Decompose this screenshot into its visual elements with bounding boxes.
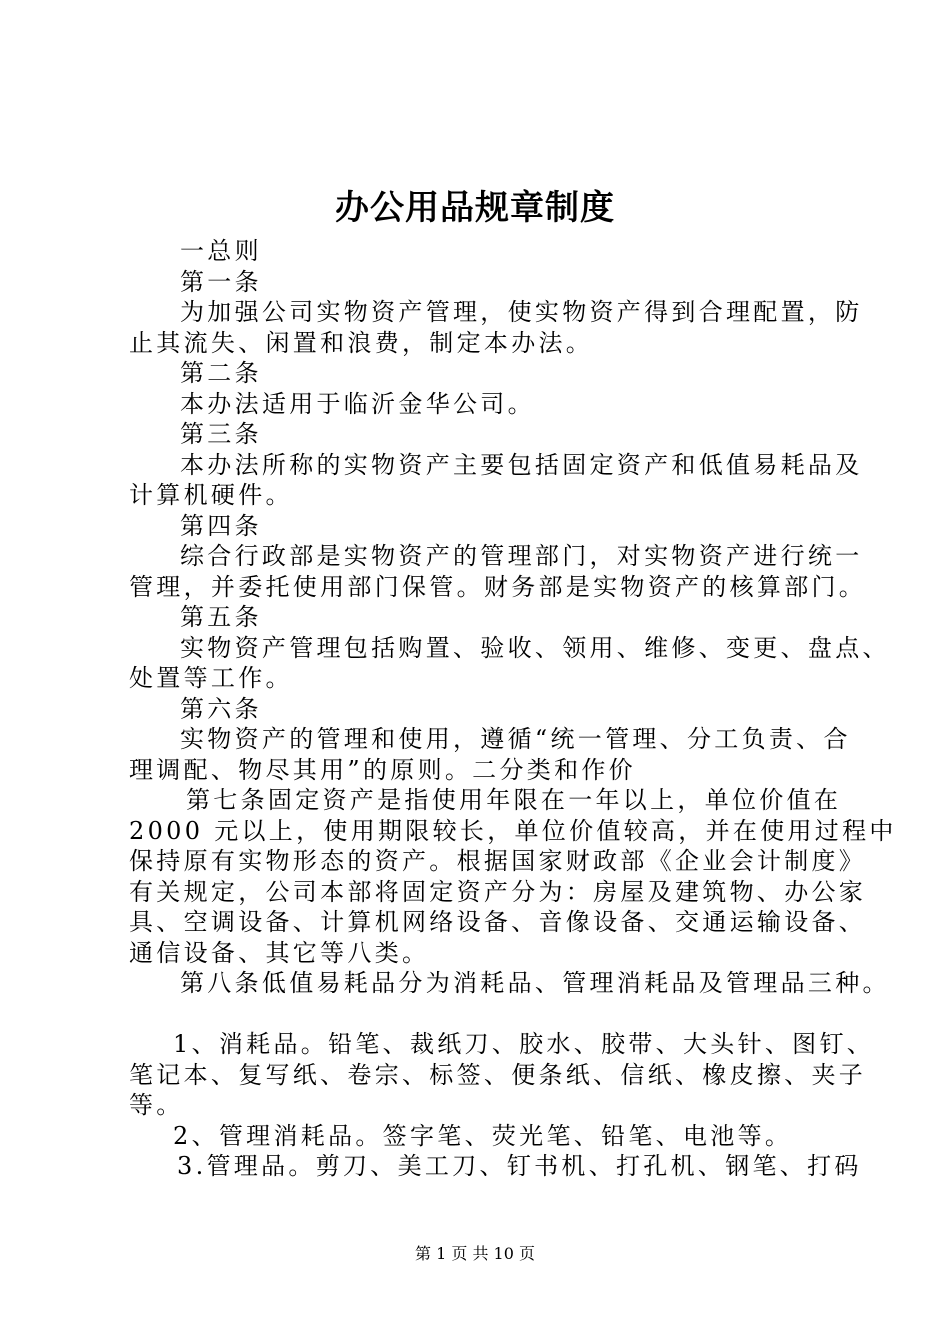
text-line: 第七条固定资产是指使用年限在一年以上，单位价值在: [186, 786, 842, 814]
document-title: 办公用品规章制度: [335, 188, 615, 228]
text-line: 有关规定，公司本部将固定资产分为：房屋及建筑物、办公家: [129, 877, 867, 906]
text-line: 2000 元以上，使用期限较长，单位价值较高，并在使用过程中: [129, 816, 897, 845]
text-line: 第三条: [180, 420, 262, 448]
text-line: 理调配、物尽其用”的原则。二分类和作价: [129, 755, 636, 784]
text-line: 实物资产的管理和使用，遵循“统一管理、分工负责、合: [180, 725, 851, 753]
text-line: 笔记本、复写纸、卷宗、标签、便条纸、信纸、橡皮擦、夹子: [129, 1060, 867, 1089]
text-line: 第一条: [180, 267, 262, 296]
blank-line: [129, 999, 831, 1030]
text-line: 1、消耗品。铅笔、裁纸刀、胶水、胶带、大头针、图钉、: [173, 1030, 875, 1058]
text-line: 第四条: [180, 511, 262, 540]
text-line: 本办法所称的实物资产主要包括固定资产和低值易耗品及: [180, 450, 863, 479]
text-line: 第二条: [180, 359, 262, 387]
text-line: 一总则: [180, 237, 262, 265]
text-line: 3.管理品。剪刀、美工刀、钉书机、打孔机、钢笔、打码: [177, 1152, 862, 1180]
text-line: 处置等工作。: [129, 664, 293, 692]
text-line: 管理，并委托使用部门保管。财务部是实物资产的核算部门。: [129, 572, 867, 601]
text-line: 保持原有实物形态的资产。根据国家财政部《企业会计制度》: [129, 847, 867, 875]
text-line: 第五条: [180, 603, 262, 631]
text-line: 第八条低值易耗品分为消耗品、管理消耗品及管理品三种。: [180, 969, 890, 997]
page-number-footer: 第 1 页 共 10 页: [415, 1244, 535, 1263]
text-line: 计算机硬件。: [129, 481, 293, 509]
text-line: 具、空调设备、计算机网络设备、音像设备、交通运输设备、: [129, 908, 867, 936]
text-line: 止其流失、闲置和浪费，制定本办法。: [129, 328, 594, 357]
text-line: 综合行政部是实物资产的管理部门，对实物资产进行统一: [180, 542, 863, 570]
text-line: 实物资产管理包括购置、验收、领用、维修、变更、盘点、: [180, 633, 890, 662]
document-body: [129, 236, 897, 1182]
text-line: 第六条: [180, 694, 262, 723]
text-line: 本办法适用于临沂金华公司。: [180, 389, 535, 418]
text-line: 通信设备、其它等八类。: [129, 938, 430, 967]
text-line: 2、管理消耗品。签字笔、荧光笔、铅笔、电池等。: [173, 1121, 793, 1150]
text-line: 为加强公司实物资产管理，使实物资产得到合理配置，防: [180, 298, 863, 326]
text-line: 等。: [129, 1091, 184, 1119]
